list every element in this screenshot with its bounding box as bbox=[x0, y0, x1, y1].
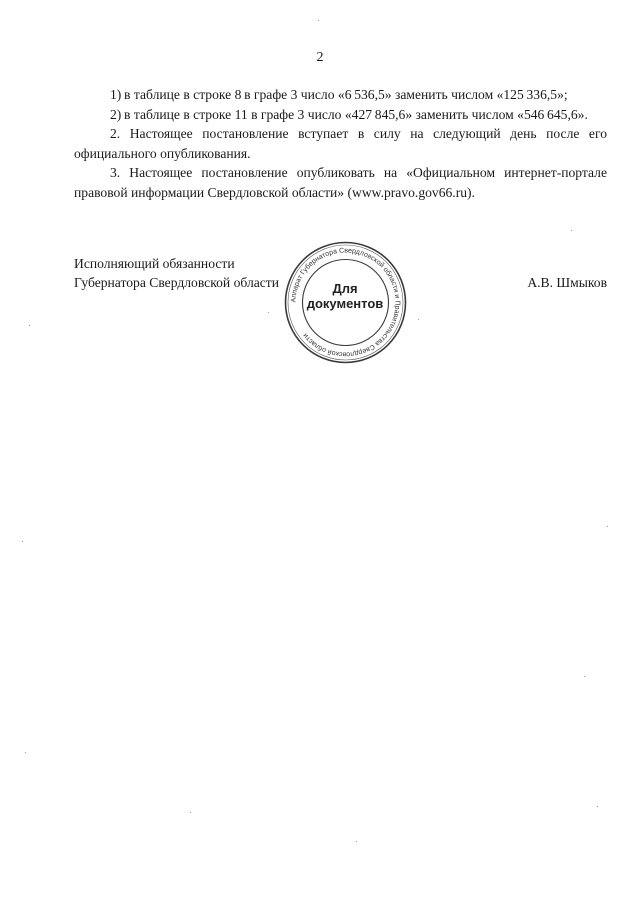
amendment-item-2: 2) в таблице в строке 11 в графе 3 число «427 845,6» заменить числом «546 645,6». bbox=[110, 106, 588, 122]
scan-speck bbox=[356, 841, 357, 842]
seal-center-line2: документов bbox=[306, 296, 384, 311]
scan-speck bbox=[571, 230, 572, 231]
signatory-position bbox=[74, 254, 279, 292]
page-number: 2 bbox=[316, 50, 324, 65]
signatory-position-line2: Губернатора Свердловской области bbox=[74, 275, 280, 290]
seal-center-line1: Для bbox=[332, 281, 358, 296]
document-body bbox=[74, 85, 607, 202]
signatory-name: А.В. Шмыков bbox=[527, 275, 607, 290]
seal-center-text bbox=[300, 281, 390, 311]
scan-speck bbox=[268, 312, 269, 313]
publication-clause: 3. Настоящее постановление опубликовать на «Официальном интернет-портале правовой информации Свердловской области» (www.pravo.gov66.ru). bbox=[74, 165, 607, 200]
scan-speck bbox=[318, 20, 319, 21]
scan-speck bbox=[190, 812, 191, 813]
scan-speck bbox=[22, 541, 23, 542]
scan-speck bbox=[418, 319, 419, 320]
scan-speck bbox=[607, 526, 608, 527]
scan-speck bbox=[25, 752, 26, 753]
scan-speck bbox=[584, 676, 585, 677]
signatory-position-line1: Исполняющий обязанности bbox=[74, 256, 235, 271]
scan-speck bbox=[29, 325, 30, 326]
effective-date-clause: 2. Настоящее постановление вступает в силу на следующий день после его официального опубликования. bbox=[74, 126, 607, 161]
seal-ring-text: Аппарат Губернатора Свердловской области и Правительства Свердловской области bbox=[290, 247, 401, 358]
amendment-item-1: 1) в таблице в строке 8 в графе 3 число «6 536,5» заменить числом «125 336,5»; bbox=[110, 87, 568, 102]
scan-speck bbox=[597, 806, 598, 807]
